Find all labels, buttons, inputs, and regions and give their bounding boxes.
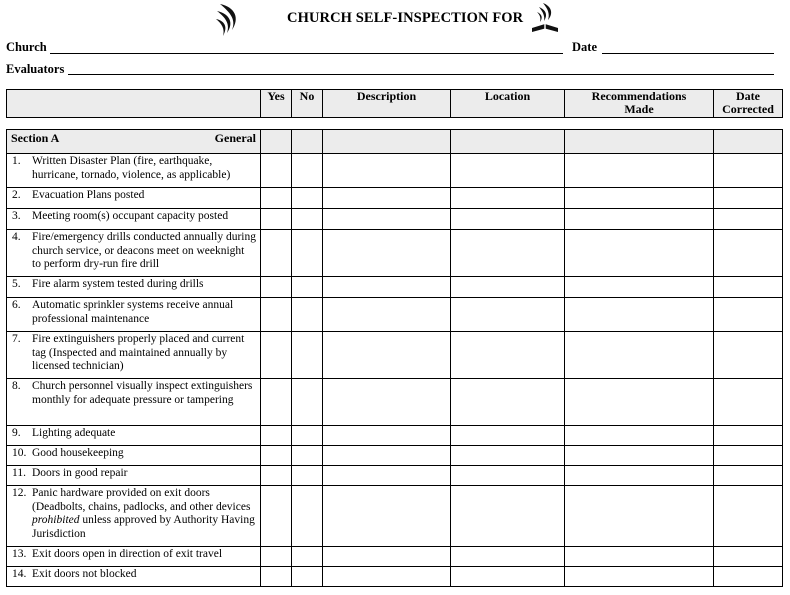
table-row: [7, 154, 783, 188]
no-cell[interactable]: [292, 230, 323, 277]
yes-cell[interactable]: [261, 486, 292, 547]
item-text-emphasis: prohibited: [32, 514, 80, 526]
no-cell[interactable]: [292, 547, 323, 567]
recommendations-cell[interactable]: [565, 426, 714, 446]
item-text: Automatic sprinkler systems receive annual professional maintenance: [32, 299, 234, 325]
recommendations-cell[interactable]: [565, 209, 714, 230]
description-cell[interactable]: [323, 379, 451, 426]
description-cell[interactable]: [323, 154, 451, 188]
item-cell: [7, 188, 261, 209]
header-recommendations-line1: Recommendations: [591, 89, 687, 103]
item-text: Written Disaster Plan (fire, earthquake, hurricane, tornado, violence, as applicable): [32, 155, 231, 181]
item-cell: [7, 486, 261, 547]
location-cell[interactable]: [451, 466, 565, 486]
yes-cell[interactable]: [261, 567, 292, 587]
description-cell[interactable]: [323, 446, 451, 466]
section-yes-cell: [261, 130, 292, 154]
description-cell[interactable]: [323, 332, 451, 379]
no-cell[interactable]: [292, 209, 323, 230]
item-number: 11.: [12, 467, 26, 479]
date-corrected-cell[interactable]: [714, 188, 783, 209]
location-cell[interactable]: [451, 154, 565, 188]
item-text: Fire/emergency drills conducted annually during church service, or deacons meet on weeknight to perform dry-run fire drill: [32, 231, 256, 270]
description-cell[interactable]: [323, 209, 451, 230]
date-corrected-cell[interactable]: [714, 426, 783, 446]
yes-cell[interactable]: [261, 466, 292, 486]
description-cell[interactable]: [323, 466, 451, 486]
date-corrected-cell[interactable]: [714, 466, 783, 486]
recommendations-cell[interactable]: [565, 332, 714, 379]
item-number: 12.: [12, 487, 27, 499]
no-cell[interactable]: [292, 466, 323, 486]
section-label: Section A: [11, 131, 60, 145]
item-text: Fire extinguishers properly placed and current tag (Inspected and maintained annually by licensed technician): [32, 333, 245, 372]
header-location: Location: [451, 90, 565, 118]
yes-cell[interactable]: [261, 379, 292, 426]
item-text: Church personnel visually inspect extinguishers monthly for adequate pressure or tampering: [32, 380, 253, 406]
no-cell[interactable]: [292, 486, 323, 547]
section-title-cell: [7, 130, 261, 154]
no-cell[interactable]: [292, 446, 323, 466]
table-row: [7, 209, 783, 230]
item-text: Fire alarm system tested during drills: [32, 278, 204, 290]
location-cell[interactable]: [451, 446, 565, 466]
date-corrected-cell[interactable]: [714, 547, 783, 567]
yes-cell[interactable]: [261, 188, 292, 209]
item-cell: [7, 567, 261, 587]
table-row: [7, 298, 783, 332]
location-cell[interactable]: [451, 298, 565, 332]
recommendations-cell[interactable]: [565, 230, 714, 277]
inspection-table: [6, 129, 783, 587]
evaluators-label: Evaluators: [6, 62, 65, 76]
item-text-after: unless approved by Authority Having Jurisdiction: [32, 514, 255, 540]
header-date-corrected-line2: Corrected: [722, 102, 774, 116]
recommendations-cell[interactable]: [565, 567, 714, 587]
no-cell[interactable]: [292, 298, 323, 332]
description-cell[interactable]: [323, 277, 451, 298]
table-row: [7, 277, 783, 298]
item-text: Lighting adequate: [32, 427, 116, 439]
recommendations-cell[interactable]: [565, 446, 714, 466]
item-number: 3.: [12, 210, 21, 222]
date-corrected-cell[interactable]: [714, 567, 783, 587]
recommendations-cell[interactable]: [565, 547, 714, 567]
date-corrected-cell[interactable]: [714, 486, 783, 547]
item-number: 4.: [12, 231, 21, 243]
section-date-cell: [714, 130, 783, 154]
date-corrected-cell[interactable]: [714, 379, 783, 426]
location-cell[interactable]: [451, 277, 565, 298]
item-cell: [7, 466, 261, 486]
date-label: Date: [572, 40, 597, 54]
section-description-cell: [323, 130, 451, 154]
location-cell[interactable]: [451, 567, 565, 587]
item-cell: [7, 277, 261, 298]
date-corrected-cell[interactable]: [714, 277, 783, 298]
item-text-before: Panic hardware provided on exit doors (Deadbolts, chains, padlocks, and other devices: [32, 487, 251, 513]
item-cell: [7, 230, 261, 277]
yes-cell[interactable]: [261, 277, 292, 298]
flame-logo-icon: [213, 2, 243, 38]
date-corrected-cell[interactable]: [714, 298, 783, 332]
description-cell[interactable]: [323, 567, 451, 587]
item-number: 2.: [12, 189, 21, 201]
item-cell: [7, 209, 261, 230]
yes-cell[interactable]: [261, 426, 292, 446]
header-recommendations: [565, 90, 714, 118]
item-number: 1.: [12, 155, 21, 167]
date-corrected-cell[interactable]: [714, 209, 783, 230]
item-cell: [7, 547, 261, 567]
yes-cell[interactable]: [261, 209, 292, 230]
header-date-corrected: [714, 90, 783, 118]
item-number: 10.: [12, 447, 27, 459]
date-corrected-cell[interactable]: [714, 332, 783, 379]
no-cell[interactable]: [292, 426, 323, 446]
location-cell[interactable]: [451, 230, 565, 277]
location-cell[interactable]: [451, 209, 565, 230]
table-row: [7, 426, 783, 446]
table-row: [7, 230, 783, 277]
header-no: No: [292, 90, 323, 118]
item-text: Exit doors open in direction of exit travel: [32, 548, 223, 560]
item-text: Meeting room(s) occupant capacity posted: [32, 210, 229, 222]
item-cell: [7, 426, 261, 446]
description-cell[interactable]: [323, 188, 451, 209]
item-number: 14.: [12, 568, 27, 580]
item-number: 8.: [12, 380, 21, 392]
recommendations-cell[interactable]: [565, 298, 714, 332]
evaluators-input-line[interactable]: [68, 74, 774, 75]
item-text: Good housekeeping: [32, 447, 124, 459]
section-location-cell: [451, 130, 565, 154]
date-corrected-cell[interactable]: [714, 154, 783, 188]
page-title: CHURCH SELF-INSPECTION FOR: [287, 10, 524, 26]
section-header-row: [7, 130, 783, 154]
item-cell: [7, 446, 261, 466]
date-corrected-cell[interactable]: [714, 446, 783, 466]
header-recommendations-line2: Made: [624, 102, 654, 116]
item-number: 7.: [12, 333, 21, 345]
table-row: [7, 379, 783, 426]
yes-cell[interactable]: [261, 547, 292, 567]
date-input-line[interactable]: [602, 53, 774, 54]
item-number: 6.: [12, 299, 21, 311]
item-text: Evacuation Plans posted: [32, 189, 145, 201]
no-cell[interactable]: [292, 154, 323, 188]
location-cell[interactable]: [451, 486, 565, 547]
yes-cell[interactable]: [261, 446, 292, 466]
header-date-corrected-line1: Date: [736, 89, 760, 103]
no-cell[interactable]: [292, 188, 323, 209]
yes-cell[interactable]: [261, 332, 292, 379]
item-text: Exit doors not blocked: [32, 568, 137, 580]
title-row: [0, 0, 790, 40]
recommendations-cell[interactable]: [565, 486, 714, 547]
recommendations-cell[interactable]: [565, 379, 714, 426]
description-cell[interactable]: [323, 486, 451, 547]
item-cell: [7, 154, 261, 188]
item-number: 9.: [12, 427, 21, 439]
church-input-line[interactable]: [50, 53, 563, 54]
item-cell: [7, 379, 261, 426]
sda-logo-icon: [530, 2, 560, 38]
no-cell[interactable]: [292, 567, 323, 587]
table-row: [7, 486, 783, 547]
table-row: [7, 332, 783, 379]
location-cell[interactable]: [451, 379, 565, 426]
section-recommendations-cell: [565, 130, 714, 154]
header-item-blank: [7, 90, 261, 118]
recommendations-cell[interactable]: [565, 154, 714, 188]
item-text: [32, 487, 256, 541]
item-cell: [7, 332, 261, 379]
item-cell: [7, 298, 261, 332]
yes-cell[interactable]: [261, 298, 292, 332]
table-row: [7, 188, 783, 209]
description-cell[interactable]: [323, 298, 451, 332]
section-no-cell: [292, 130, 323, 154]
no-cell[interactable]: [292, 379, 323, 426]
recommendations-cell[interactable]: [565, 466, 714, 486]
no-cell[interactable]: [292, 332, 323, 379]
table-row: [7, 547, 783, 567]
church-label: Church: [6, 40, 47, 54]
description-cell[interactable]: [323, 547, 451, 567]
description-cell[interactable]: [323, 426, 451, 446]
column-header-table: [6, 89, 783, 118]
location-cell[interactable]: [451, 426, 565, 446]
location-cell[interactable]: [451, 332, 565, 379]
location-cell[interactable]: [451, 547, 565, 567]
recommendations-cell[interactable]: [565, 188, 714, 209]
table-row: [7, 466, 783, 486]
yes-cell[interactable]: [261, 230, 292, 277]
header-description: Description: [323, 90, 451, 118]
item-number: 13.: [12, 548, 27, 560]
location-cell[interactable]: [451, 188, 565, 209]
table-row: [7, 446, 783, 466]
item-number: 5.: [12, 278, 21, 290]
description-cell[interactable]: [323, 230, 451, 277]
header-yes: Yes: [261, 90, 292, 118]
yes-cell[interactable]: [261, 154, 292, 188]
table-row: [7, 567, 783, 587]
date-corrected-cell[interactable]: [714, 230, 783, 277]
item-text: Doors in good repair: [32, 467, 128, 479]
recommendations-cell[interactable]: [565, 277, 714, 298]
section-category: General: [214, 131, 256, 145]
no-cell[interactable]: [292, 277, 323, 298]
